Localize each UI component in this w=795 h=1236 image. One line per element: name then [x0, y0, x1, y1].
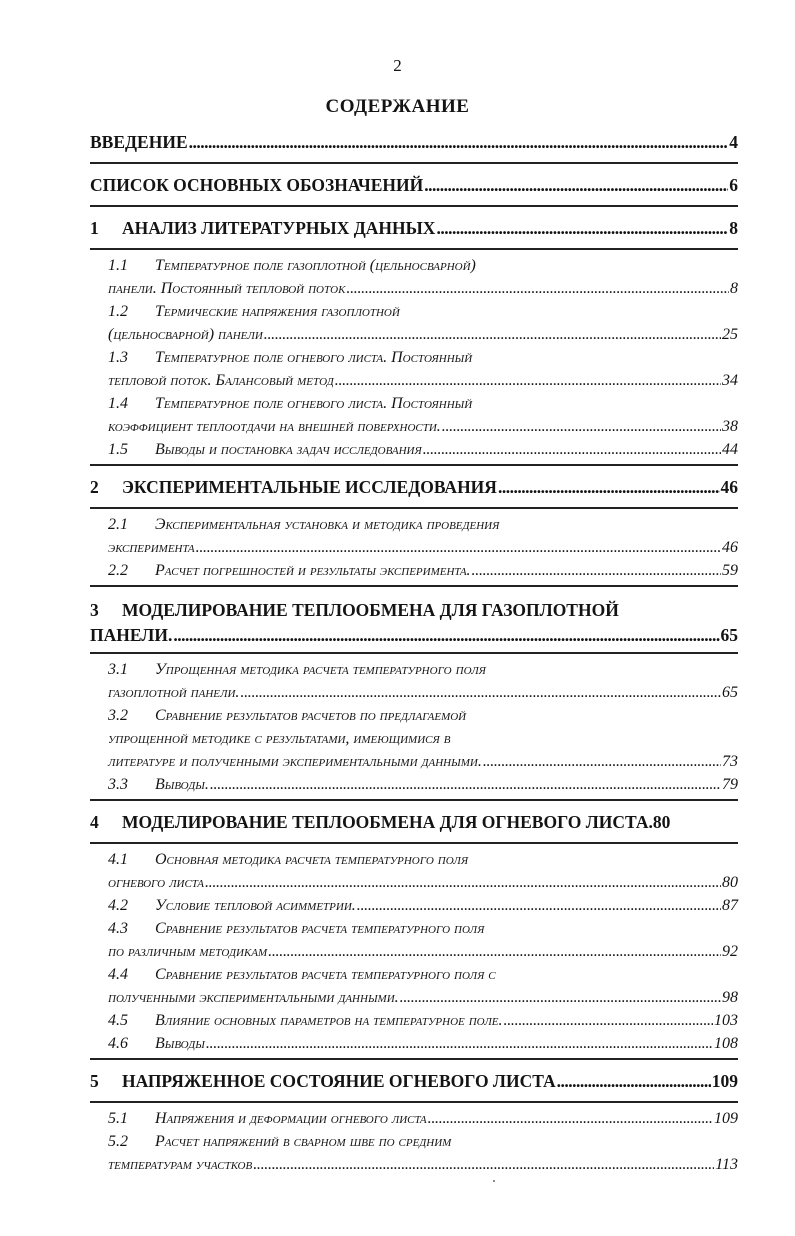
chapter-heading — [90, 470, 738, 504]
dot-leader — [504, 1009, 713, 1032]
chapter-title-cont: ПАНЕЛИ. — [90, 624, 173, 645]
entry-title: СПИСОК ОСНОВНЫХ ОБОЗНАЧЕНИЙ — [90, 174, 424, 195]
section-number: 4.3 — [108, 920, 128, 937]
section-title: Температурное поле огневого листа. Постоянный — [155, 395, 473, 412]
page-ref: 109 — [711, 1070, 738, 1091]
section-title: Выводы и постановка задач исследования — [155, 441, 422, 458]
section-title: Упрощенная методика расчета температурного поля — [155, 661, 486, 678]
divider — [90, 162, 738, 164]
dot-leader — [442, 415, 721, 438]
section-4-5 — [90, 1009, 738, 1032]
page-ref: 79 — [722, 776, 738, 793]
section-number: 1.4 — [108, 395, 128, 412]
page-ref: 98 — [722, 989, 738, 1006]
page-ref: 113 — [715, 1156, 738, 1173]
section-title: Сравнение результатов расчета температурного поля с — [155, 966, 496, 983]
page-ref: 46 — [720, 476, 738, 497]
dot-leader — [424, 175, 728, 196]
section-4-2 — [90, 894, 738, 917]
page-ref: 8 — [730, 280, 738, 297]
section-5-1 — [90, 1107, 738, 1130]
section-number: 5.1 — [108, 1110, 128, 1127]
chapter-heading — [90, 211, 738, 245]
section-title-cont: по различным методикам — [108, 943, 268, 960]
scan-speck — [493, 1180, 495, 1182]
chapter-heading — [90, 591, 738, 621]
dot-leader — [335, 369, 721, 392]
section-number: 1.3 — [108, 349, 128, 366]
section-4-3 — [90, 917, 738, 963]
dot-leader — [240, 681, 721, 704]
chapter-number: 1 — [90, 217, 99, 238]
dot-leader — [173, 625, 719, 646]
page-ref: 6 — [729, 174, 738, 195]
section-number: 4.2 — [108, 897, 128, 914]
section-number: 2.2 — [108, 562, 128, 579]
section-number: 3.1 — [108, 661, 128, 678]
section-title: Температурное поле огневого листа. Постоянный — [155, 349, 473, 366]
entry-title: ВВЕДЕНИЕ — [90, 131, 188, 152]
divider — [90, 842, 738, 844]
section-title: Выводы — [155, 1035, 205, 1052]
dot-leader — [206, 1032, 713, 1055]
chapter-heading — [90, 1064, 738, 1098]
section-number: 2.1 — [108, 516, 128, 533]
chapter-2 — [90, 470, 738, 504]
chapter-1 — [90, 211, 738, 245]
section-title-cont: огневого листа — [108, 874, 204, 891]
chapter-title: ЭКСПЕРИМЕНТАЛЬНЫЕ ИССЛЕДОВАНИЯ — [122, 476, 497, 497]
section-4-6 — [90, 1032, 738, 1055]
section-number: 1.5 — [108, 441, 128, 458]
section-title-cont: газоплотной панели. — [108, 684, 240, 701]
dot-leader — [253, 1153, 714, 1176]
section-4-1 — [90, 848, 738, 894]
chapter-title: НАПРЯЖЕННОЕ СОСТОЯНИЕ ОГНЕВОГО ЛИСТА — [122, 1070, 556, 1091]
toc-title: СОДЕРЖАНИЕ — [325, 96, 470, 117]
section-1-2 — [90, 300, 738, 346]
section-title: Основная методика расчета температурного поля — [155, 851, 469, 868]
chapter-number: 5 — [90, 1070, 99, 1091]
divider — [90, 1058, 738, 1060]
section-title: Температурное поле газоплотной (цельносварной) — [155, 257, 476, 274]
chapter-5 — [90, 1064, 738, 1098]
page-ref: 73 — [722, 753, 738, 770]
section-title: Сравнение результатов расчета температурного поля — [155, 920, 485, 937]
section-title: Условие тепловой асимметрии. — [155, 897, 356, 914]
chapter-number: 2 — [90, 476, 99, 497]
section-title: Выводы. — [155, 776, 209, 793]
section-title: Напряжения и деформации огневого листа — [155, 1110, 427, 1127]
chapter-title: АНАЛИЗ ЛИТЕРАТУРНЫХ ДАННЫХ — [122, 217, 436, 238]
page-ref: 4 — [729, 131, 738, 152]
section-number: 4.1 — [108, 851, 128, 868]
page-ref: 34 — [722, 372, 738, 389]
page-ref: 108 — [714, 1035, 738, 1052]
section-title-cont: эксперимента — [108, 539, 195, 556]
dot-leader — [196, 536, 721, 559]
section-3-2 — [90, 704, 738, 773]
dot-leader — [205, 871, 721, 894]
dot-leader — [357, 894, 721, 917]
page-ref: 87 — [722, 897, 738, 914]
section-title-cont: (цельносварной) панели — [108, 326, 263, 343]
section-2-1 — [90, 513, 738, 559]
dot-leader — [210, 773, 721, 796]
page-number: 2 — [393, 56, 402, 75]
section-1-3 — [90, 346, 738, 392]
table-of-contents — [90, 125, 738, 1176]
section-title-cont: упрощенной методике с результатами, имеющимися в — [108, 730, 451, 747]
section-1-4 — [90, 392, 738, 438]
dot-leader — [346, 277, 729, 300]
divider — [90, 799, 738, 801]
page-ref: 103 — [714, 1012, 738, 1029]
section-number: 4.4 — [108, 966, 128, 983]
divider — [90, 652, 738, 654]
toc-intro — [90, 125, 738, 159]
dot-leader — [189, 132, 729, 153]
toc-notation — [90, 168, 738, 202]
page-ref: 8 — [729, 217, 738, 238]
section-1-5 — [90, 438, 738, 461]
section-5-2 — [90, 1130, 738, 1176]
dot-leader — [423, 438, 721, 461]
section-number: 3.3 — [108, 776, 128, 793]
chapter-heading — [90, 805, 738, 839]
chapter-title: МОДЕЛИРОВАНИЕ ТЕПЛООБМЕНА ДЛЯ ОГНЕВОГО ЛИСТА. — [122, 811, 653, 832]
section-title-cont: панели. Постоянный тепловой поток — [108, 280, 346, 297]
dot-leader — [264, 323, 721, 346]
page-ref: 80 — [652, 811, 671, 832]
section-title-cont: температурам участков — [108, 1156, 253, 1173]
section-title: Сравнение результатов расчетов по предлагаемой — [155, 707, 467, 724]
page-ref: 25 — [722, 326, 738, 343]
section-3-3 — [90, 773, 738, 796]
toc-entry — [90, 168, 738, 202]
section-3-1 — [90, 658, 738, 704]
section-title: Расчет погрешностей и результаты эксперимента. — [155, 562, 471, 579]
section-number: 1.2 — [108, 303, 128, 320]
page-ref: 65 — [722, 684, 738, 701]
section-title: Влияние основных параметров на температурное поле. — [155, 1012, 503, 1029]
page-ref: 92 — [722, 943, 738, 960]
section-title-cont: тепловой поток. Балансовый метод — [108, 372, 334, 389]
section-number: 3.2 — [108, 707, 128, 724]
section-number: 4.5 — [108, 1012, 128, 1029]
divider — [90, 585, 738, 587]
page-ref: 44 — [722, 441, 738, 458]
section-number: 1.1 — [108, 257, 128, 274]
chapter-title: МОДЕЛИРОВАНИЕ ТЕПЛООБМЕНА ДЛЯ ГАЗОПЛОТНОЙ — [122, 600, 619, 620]
page-ref: 46 — [722, 539, 738, 556]
chapter-number: 3 — [90, 600, 99, 620]
section-4-4 — [90, 963, 738, 1009]
divider — [90, 205, 738, 207]
page-ref: 109 — [714, 1110, 738, 1127]
dot-leader — [557, 1071, 711, 1092]
divider — [90, 248, 738, 250]
chapter-4 — [90, 805, 738, 839]
dot-leader — [472, 559, 721, 582]
section-1-1 — [90, 254, 738, 300]
divider — [90, 464, 738, 466]
section-title-cont: коэффициент теплоотдачи на внешней поверхности. — [108, 418, 441, 435]
page-ref: 59 — [722, 562, 738, 579]
section-title: Экспериментальная установка и методика проведения — [155, 516, 500, 533]
section-number: 4.6 — [108, 1035, 128, 1052]
section-title: Термические напряжения газоплотной — [155, 303, 400, 320]
divider — [90, 1101, 738, 1103]
chapter-heading-cont — [90, 621, 738, 649]
dot-leader — [436, 218, 728, 239]
page-ref: 80 — [722, 874, 738, 891]
dot-leader — [268, 940, 721, 963]
dot-leader — [400, 986, 721, 1009]
section-title-cont: полученными экспериментальными данными. — [108, 989, 399, 1006]
section-number: 5.2 — [108, 1133, 128, 1150]
section-2-2 — [90, 559, 738, 582]
chapter-3 — [90, 591, 738, 649]
chapter-number: 4 — [90, 811, 99, 832]
page-ref: 38 — [722, 418, 738, 435]
dot-leader — [498, 477, 720, 498]
dot-leader — [428, 1107, 713, 1130]
toc-entry — [90, 125, 738, 159]
divider — [90, 507, 738, 509]
dot-leader — [483, 750, 721, 773]
section-title-cont: литературе и полученными экспериментальными данными. — [108, 753, 482, 770]
page-ref: 65 — [720, 624, 738, 645]
section-title: Расчет напряжений в сварном шве по средним — [155, 1133, 452, 1150]
